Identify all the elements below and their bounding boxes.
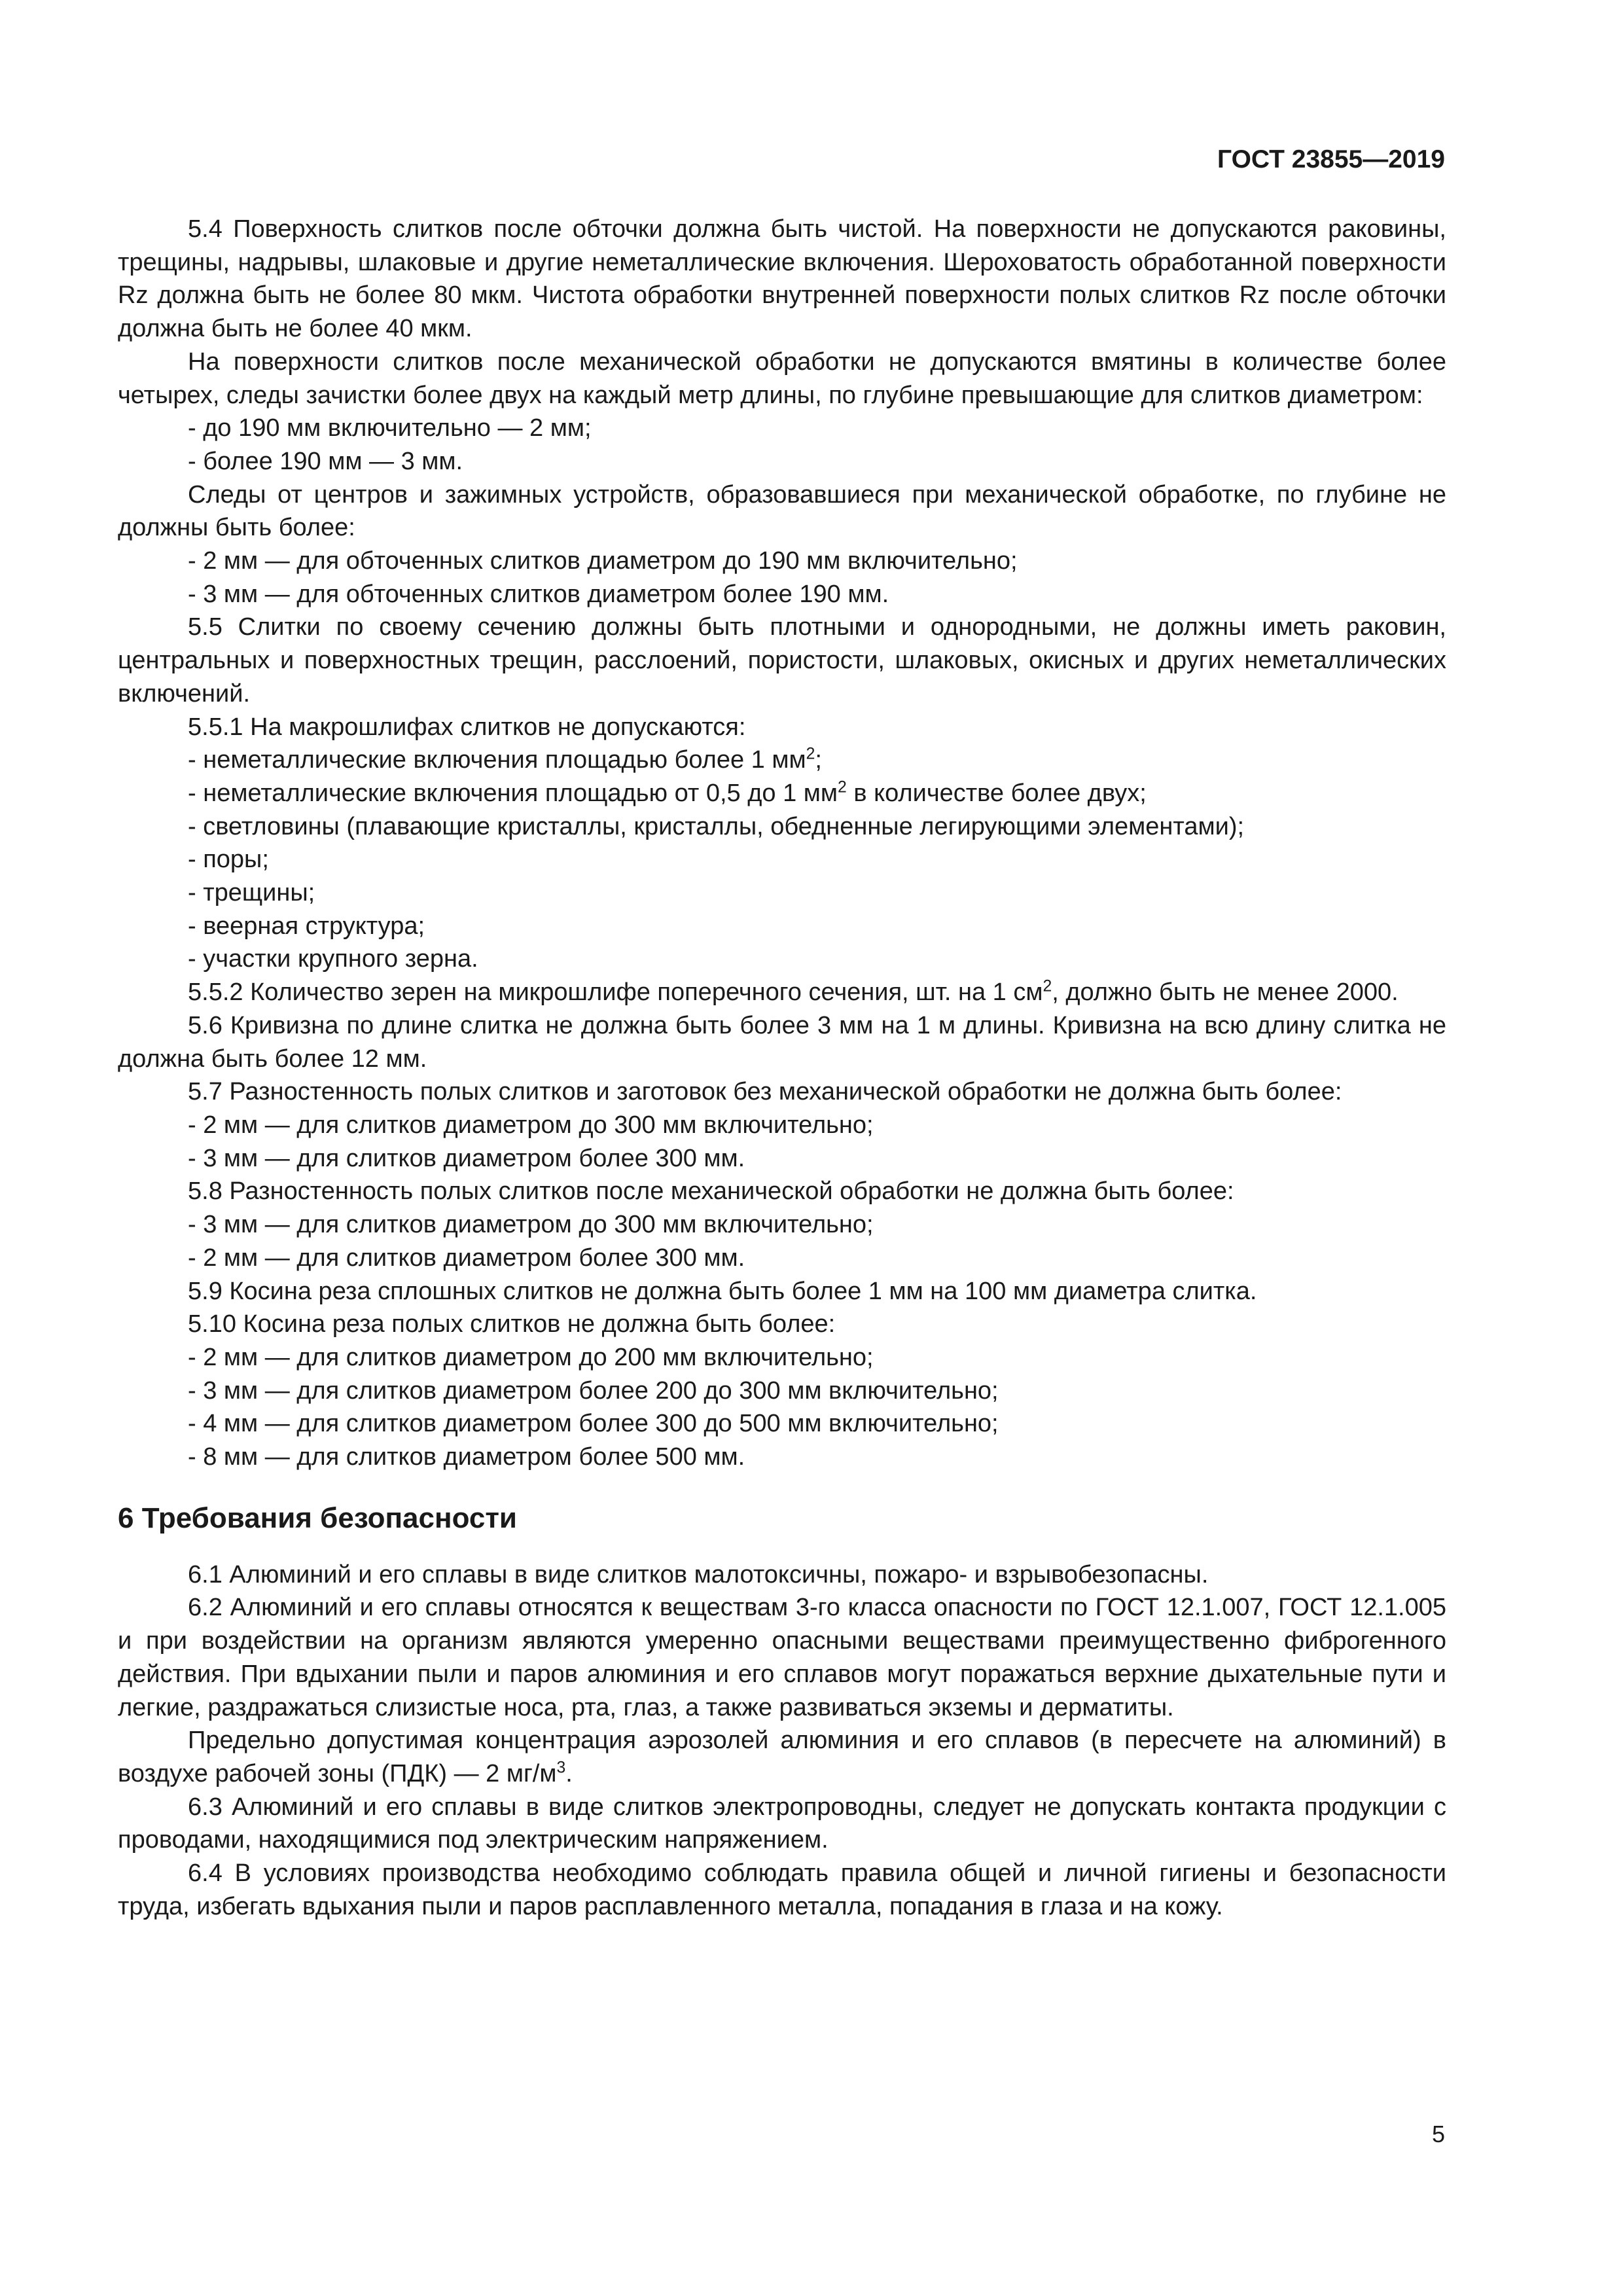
- list-item: - трещины;: [188, 879, 315, 907]
- list-item: - более 190 мм — 3 мм.: [188, 447, 463, 475]
- list-item: - 4 мм — для слитков диаметром более 300 до 500 мм включительно;: [188, 1410, 999, 1438]
- paragraph: 5.8 Разностенность полых слитков после механической обработки не должна быть более:: [188, 1177, 1234, 1206]
- paragraph: На поверхности слитков после механической обработки не допускаются вмятины в количестве более четырех, следы зачистки более двух на каждый метр длины, по глубине превышающие для слитков диаметром:: [118, 348, 1446, 409]
- list-item: - до 190 мм включительно — 2 мм;: [188, 414, 592, 442]
- list-item: - 3 мм — для обточенных слитков диаметром более 190 мм.: [188, 580, 889, 608]
- paragraph: 5.6 Кривизна по длине слитка не должна быть более 3 мм на 1 м длины. Кривизна на всю длину слитка не должна быть более 12 мм.: [118, 1011, 1446, 1073]
- document-body: [118, 213, 1446, 1923]
- paragraph: 5.9 Косина реза сплошных слитков не должна быть более 1 мм на 100 мм диаметра слитка.: [188, 1277, 1257, 1305]
- paragraph: 6.4 В условиях производства необходимо соблюдать правила общей и личной гигиены и безопасности труда, избегать вдыхания пыли и паров расплавленного металла, попадания в глаза и на кожу.: [118, 1859, 1446, 1920]
- list-item: - 2 мм — для слитков диаметром более 300 мм.: [188, 1244, 745, 1272]
- paragraph: 5.7 Разностенность полых слитков и заготовок без механической обработки не должна быть более:: [188, 1078, 1342, 1106]
- document-header: ГОСТ 23855—2019: [1217, 145, 1445, 173]
- list-item: - 2 мм — для слитков диаметром до 300 мм включительно;: [188, 1111, 874, 1139]
- paragraph: 5.5.1 На макрошлифах слитков не допускаются:: [188, 713, 746, 741]
- list-item: - неметаллические включения площадью от 0,5 до 1 $мм^2$ в количестве более двух;: [188, 778, 1147, 807]
- list-item: - 3 мм — для слитков диаметром более 200 до 300 мм включительно;: [188, 1376, 999, 1405]
- paragraph: 5.5 Слитки по своему сечению должны быть плотными и однородными, не должны иметь раковин, центральных и поверхностных трещин, расслоений, пористости, шлаковых, окисных и других неметаллических включений.: [118, 613, 1446, 708]
- paragraph: 5.10 Косина реза полых слитков не должна быть более:: [188, 1310, 836, 1338]
- list-item: - 2 мм — для обточенных слитков диаметром до 190 мм включительно;: [188, 547, 1018, 575]
- paragraph: 6.1 Алюминий и его сплавы в виде слитков малотоксичны, пожаро- и взрывобезопасны.: [188, 1560, 1209, 1588]
- paragraph: Предельно допустимая концентрация аэрозолей алюминия и его сплавов (в пересчете на алюминий) в воздухе рабочей зоны (ПДК) — 2 $мг/м^3$.: [118, 1727, 1446, 1787]
- list-item: - веерная структура;: [188, 912, 425, 940]
- paragraph: 6.2 Алюминий и его сплавы относятся к веществам 3-го класса опасности по ГОСТ 12.1.007, ГОСТ 12.1.005 и при воздействии на организм являются умеренно опасными веществами преимущественно фиброгенного действия. При вдыхании пыли и паров алюминия и его сплавов могут поражаться верхние дыхательные пути и легкие, раздражаться слизистые носа, рта, глаз, а также развиваться экземы и дерматиты.: [118, 1594, 1446, 1721]
- paragraph: 5.4 Поверхность слитков после обточки должна быть чистой. На поверхности не допускаются раковины, трещины, надрывы, шлаковые и другие неметаллические включения. Шероховатость обработанной поверхности Rz должна быть не более 80 мкм. Чистота обработки внутренней поверхности полых слитков Rz после обточки должна быть не более 40 мкм.: [118, 215, 1446, 343]
- paragraph: 6.3 Алюминий и его сплавы в виде слитков электропроводны, следует не допускать контакта продукции с проводами, находящимися под электрическим напряжением.: [118, 1793, 1446, 1854]
- list-item: - 2 мм — для слитков диаметром до 200 мм включительно;: [188, 1343, 874, 1371]
- paragraph: Следы от центров и зажимных устройств, образовавшиеся при механической обработке, по глубине не должны быть более:: [118, 480, 1446, 542]
- list-item: - неметаллические включения площадью более 1 $мм^2$;: [188, 745, 822, 774]
- list-item: - поры;: [188, 846, 269, 874]
- section-heading: 6 Требования безопасности: [118, 1501, 517, 1534]
- list-item: - 8 мм — для слитков диаметром более 500 мм.: [188, 1443, 745, 1471]
- list-item: - светловины (плавающие кристаллы, кристаллы, обедненные легирующими элементами);: [188, 812, 1245, 840]
- list-item: - участки крупного зерна.: [188, 945, 478, 973]
- page-number: 5: [1431, 2121, 1445, 2147]
- list-item: - 3 мм — для слитков диаметром до 300 мм включительно;: [188, 1211, 874, 1239]
- paragraph: 5.5.2 Количество зерен на микрошлифе поперечного сечения, шт. на 1 $см^2$, должно быть не менее 2000.: [188, 977, 1399, 1007]
- list-item: - 3 мм — для слитков диаметром более 300 мм.: [188, 1144, 745, 1172]
